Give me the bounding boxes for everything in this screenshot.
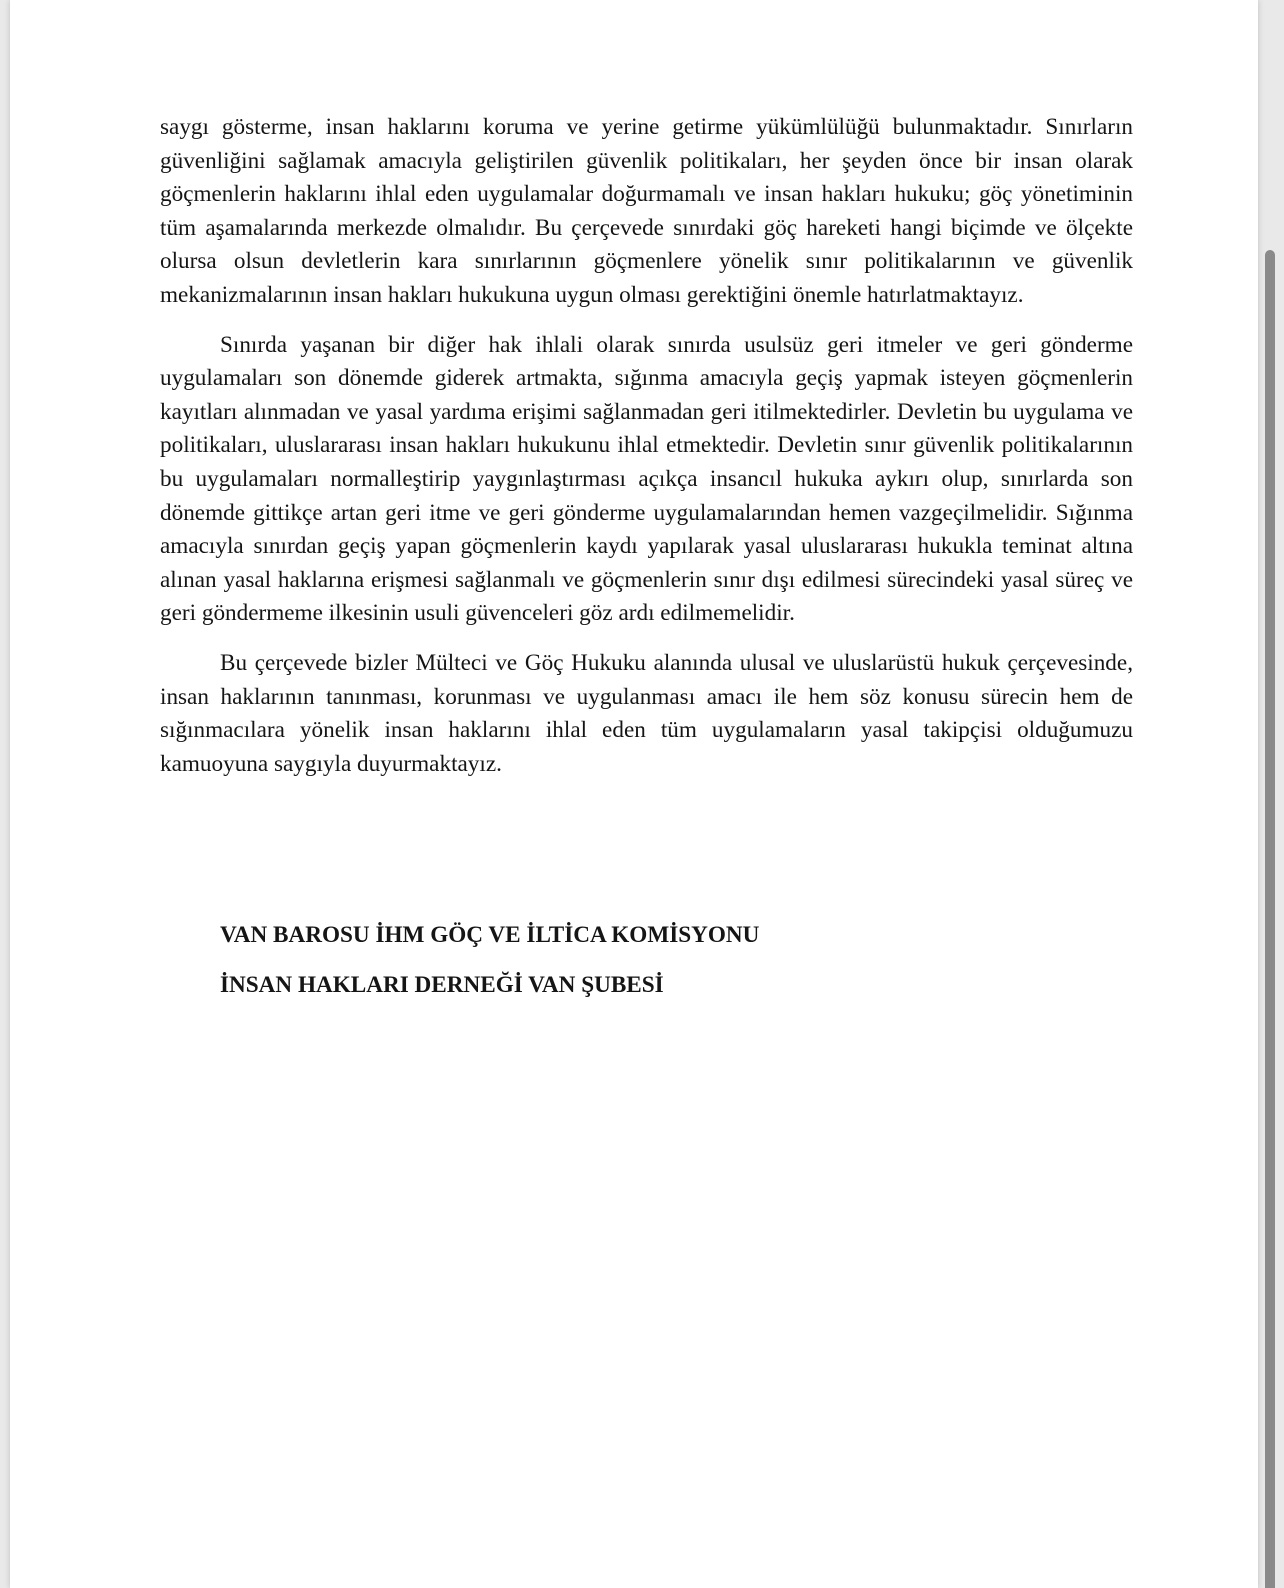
vertical-scrollbar[interactable]: [1258, 0, 1284, 1588]
signature-ihd-van: İNSAN HAKLARI DERNEĞİ VAN ŞUBESİ: [220, 972, 664, 998]
signature-van-barosu: VAN BAROSU İHM GÖÇ VE İLTİCA KOMİSYONU: [220, 922, 760, 948]
document-page: [10, 0, 1258, 1588]
document-body: [160, 111, 1133, 797]
paragraph-2: Sınırda yaşanan bir diğer hak ihlali olarak sınırda usulsüz geri itmeler ve geri gönderme uygulamaları son dönemde giderek artmakta, sığınma amacıyla geçiş yapmak isteyen göçmenlerin kayıtları alınmadan ve yasal yardıma erişimi sağlanmadan geri itilmektedirler. Devletin bu uygulama ve politikaları, uluslararası insan hakları hukukunu ihlal etmektedir. Devletin sınır güvenlik politikalarının bu uygulamaları normalleştirip yaygınlaştırması açıkça insancıl hukuka aykırı olup, sınırlarda son dönemde gittikçe artan geri itme ve geri gönderme uygulamalarından hemen vazgeçilmelidir. Sığınma amacıyla sınırdan geçiş yapan göçmenlerin kaydı yapılarak yasal uluslararası hukukla teminat altına alınan yasal haklarına erişmesi sağlanmalı ve göçmenlerin sınır dışı edilmesi sürecindeki yasal süreç ve geri göndermeme ilkesinin usuli güvenceleri göz ardı edilmemelidir.: [160, 331, 1133, 627]
scrollbar-thumb[interactable]: [1265, 250, 1275, 1588]
signature-block: [220, 920, 759, 1020]
paragraph-3: Bu çerçevede bizler Mülteci ve Göç Hukuku alanında ulusal ve uluslarüstü hukuk çerçevesinde, insan haklarının tanınması, korunması ve uygulanması amacı ile hem söz konusu sürecin hem de sığınmacılara yönelik insan haklarını ihlal eden tüm uygulamaların yasal takipçisi olduğumuzu kamuoyuna saygıyla duyurmaktayız.: [160, 649, 1133, 777]
paragraph-1: saygı gösterme, insan haklarını koruma ve yerine getirme yükümlülüğü bulunmaktadır. Sınırların güvenliğini sağlamak amacıyla geliştirilen güvenlik politikaları, her şeyden önce bir insan olarak göçmenlerin haklarını ihlal eden uygulamalar doğurmamalı ve insan hakları hukuku; göç yönetiminin tüm aşamalarında merkezde olmalıdır. Bu çerçevede sınırdaki göç hareketi hangi biçimde ve ölçekte olursa olsun devletlerin kara sınırlarının göçmenlere yönelik sınır politikalarının ve güvenlik mekanizmalarının insan hakları hukukuna uygun olması gerektiğini önemle hatırlatmaktayız.: [160, 114, 1133, 308]
